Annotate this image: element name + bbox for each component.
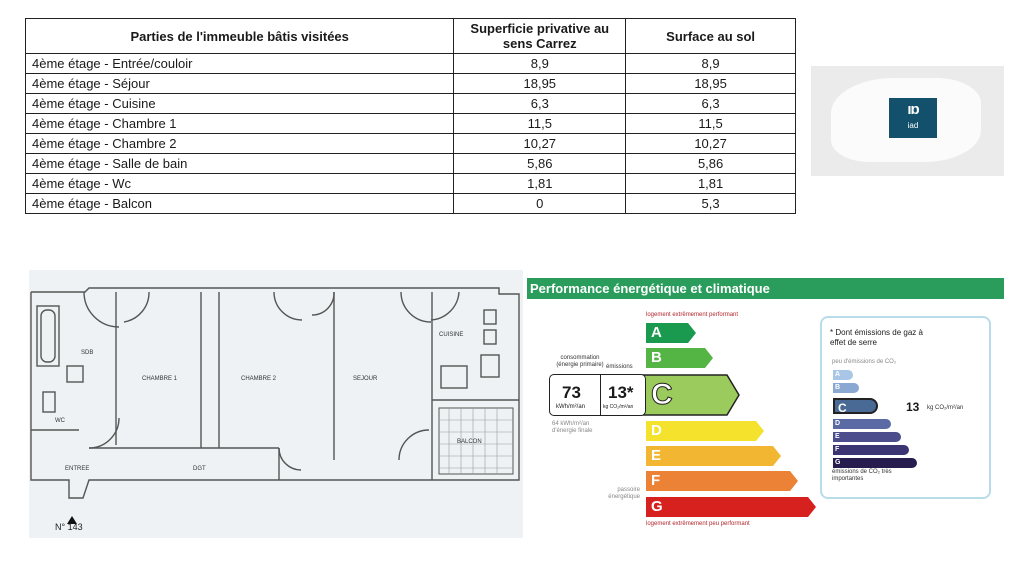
cell-carrez: 1,81 [454, 174, 626, 194]
cell-carrez: 8,9 [454, 54, 626, 74]
cell-carrez: 18,95 [454, 74, 626, 94]
cell-sol: 10,27 [626, 134, 796, 154]
energy-class-letter: E [651, 447, 662, 464]
ghg-class-current: C [833, 398, 878, 414]
logo-mark: ıɒ [907, 101, 919, 118]
cell-part: 4ème étage - Cuisine [26, 94, 454, 114]
energy-class-letter: B [651, 349, 662, 366]
table-row [26, 174, 796, 194]
cell-part: 4ème étage - Séjour [26, 74, 454, 94]
ghg-class-e: E [833, 432, 901, 442]
cell-sol: 5,86 [626, 154, 796, 174]
cell-carrez: 11,5 [454, 114, 626, 134]
ghg-low-label: peu d'émissions de CO₂ [832, 359, 897, 365]
table-row [26, 94, 796, 114]
cell-sol: 18,95 [626, 74, 796, 94]
values-divider [600, 375, 601, 415]
energy-class-letter: D [651, 422, 662, 439]
energy-class-current [641, 374, 741, 416]
floor-plan-drawing [29, 270, 523, 538]
energy-class-letter: G [651, 498, 663, 515]
table-row [26, 54, 796, 74]
room-label-sdb: SDB [81, 350, 94, 356]
energy-class-letter: F [651, 472, 661, 489]
cell-sol: 1,81 [626, 174, 796, 194]
ghg-class-a: A [833, 370, 853, 380]
table-row [26, 114, 796, 134]
logo-text: iad [907, 121, 919, 130]
energy-values-box [549, 374, 646, 416]
table-body [26, 54, 796, 214]
ghg-panel [820, 316, 991, 499]
cell-sol: 6,3 [626, 94, 796, 114]
ghg-note: * Dont émissions de gaz à effet de serre [830, 328, 923, 347]
room-label-wc: WC [55, 418, 65, 424]
room-label-entree: ENTREE [65, 466, 90, 472]
cell-part: 4ème étage - Chambre 1 [26, 114, 454, 134]
emissions-label: émissions [606, 364, 633, 370]
emissions-unit: kg CO₂/m²/an [603, 404, 634, 410]
room-label-sejour: SEJOUR [353, 376, 378, 382]
energy-class-b [646, 348, 713, 368]
cell-carrez: 10,27 [454, 134, 626, 154]
table-row [26, 134, 796, 154]
cell-sol: 8,9 [626, 54, 796, 74]
column-header-part: Parties de l'immeuble bâtis visitées [26, 19, 454, 54]
table-row [26, 154, 796, 174]
logo-panel [811, 66, 1004, 176]
cell-part: 4ème étage - Salle de bain [26, 154, 454, 174]
ghg-class-d: D [833, 419, 891, 429]
room-label-balcon: BALCON [457, 439, 482, 445]
table-row [26, 194, 796, 214]
energy-class-current-letter: C [651, 378, 673, 411]
table-header-row [26, 19, 796, 54]
energy-class-letter: A [651, 324, 662, 341]
table-row [26, 74, 796, 94]
room-label-cuisine: CUISINE [439, 332, 464, 338]
room-label-dgt: DGT [193, 466, 206, 472]
top-note: logement extrêmement performant [646, 312, 739, 318]
cell-part: 4ème étage - Entrée/couloir [26, 54, 454, 74]
cell-part: 4ème étage - Chambre 2 [26, 134, 454, 154]
ghg-class-g: G [833, 458, 917, 468]
cell-carrez: 6,3 [454, 94, 626, 114]
emissions-value: 13* [608, 383, 634, 402]
consumption-value: 73 [562, 383, 581, 402]
ghg-class-f: F [833, 445, 909, 455]
ghg-class-b: B [833, 383, 859, 393]
passoire-note: passoire énergétique [608, 487, 640, 500]
energy-title: Performance énergétique et climatique [527, 278, 1004, 299]
room-label-chambre1: CHAMBRE 1 [142, 376, 178, 382]
consumption-label: consommation (énergie primaire) [556, 355, 604, 368]
cell-part: 4ème étage - Balcon [26, 194, 454, 214]
column-header-sol: Surface au sol [626, 19, 796, 54]
bottom-note: logement extrêmement peu performant [646, 521, 750, 527]
energy-class-g [646, 497, 816, 517]
surface-table [25, 18, 796, 214]
energy-class-e [646, 446, 781, 466]
energy-class-a [646, 323, 696, 343]
energy-class-d [646, 421, 764, 441]
ghg-high-label: émissions de CO₂ très importantes [832, 469, 892, 482]
column-header-carrez: Superficie privative au sens Carrez [454, 19, 626, 54]
cell-part: 4ème étage - Wc [26, 174, 454, 194]
cell-sol: 5,3 [626, 194, 796, 214]
cell-carrez: 5,86 [454, 154, 626, 174]
iad-logo [889, 98, 937, 138]
ghg-unit: kg CO₂/m²/an [927, 405, 964, 411]
final-energy-note: 64 kWh/m²/an d'énergie finale [552, 421, 593, 434]
cell-carrez: 0 [454, 194, 626, 214]
lot-number: N° 143 [55, 522, 83, 532]
energy-class-f [646, 471, 798, 491]
consumption-unit: kWh/m²/an [556, 404, 586, 410]
ghg-value: 13 [906, 400, 920, 414]
cell-sol: 11,5 [626, 114, 796, 134]
room-label-chambre2: CHAMBRE 2 [241, 376, 277, 382]
floor-plan [29, 270, 523, 538]
